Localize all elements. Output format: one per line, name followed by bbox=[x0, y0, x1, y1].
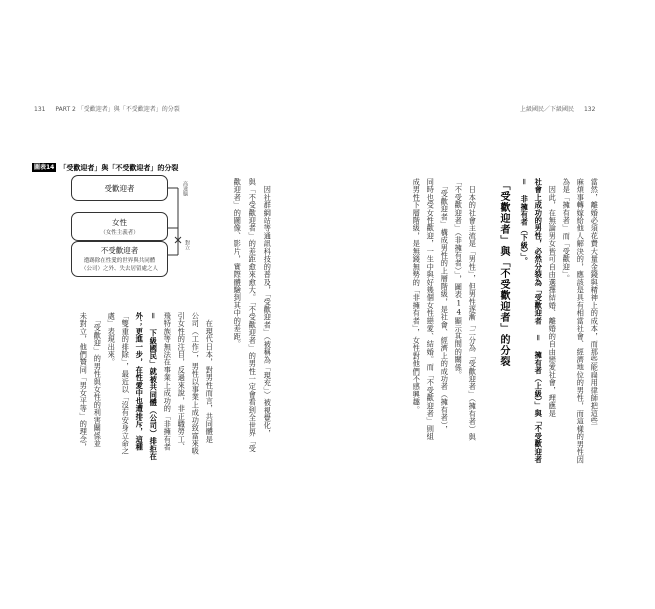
figure-side-label-bottom: 對立 bbox=[184, 240, 190, 250]
right-running-title: 上級國民／下級國民 bbox=[520, 106, 575, 113]
body-column: 「受歡迎者」構成男性的上層階級，是社會、經濟上的成功者（擁有者）， bbox=[440, 178, 450, 434]
body-column: 未對立，他們贊同「男女平等」的理念， bbox=[79, 312, 89, 451]
figure-side-label-top: 高達腦 bbox=[182, 181, 188, 196]
left-page-number: 131 bbox=[34, 106, 46, 113]
popular-label: 受歡迎者 bbox=[104, 184, 135, 193]
body-column: 日本的社會主流是「男性」，但男性逐漸「二分為「受歡迎者」（擁有者）與 bbox=[468, 178, 478, 441]
body-column: 處」表現出來。 bbox=[107, 312, 117, 367]
figure-title-text: 「受歡迎者」與「不受歡迎者」的分裂 bbox=[59, 163, 179, 172]
body-column: 成男性下層階級，是無錢無勢的「非擁有者」，女性對他們不感興趣。 bbox=[412, 178, 422, 414]
section-heading: 「受歡迎者」與「不受歡迎者」的分裂 bbox=[498, 180, 509, 367]
body-column: 「雙重的排除」，最近以「沒有安身立命之 bbox=[121, 312, 131, 456]
body-column-bold: ＝ 非擁有者（下級）」。 bbox=[520, 178, 530, 266]
unpopular-sublabel-1: 遭踢除在性愛的世界與共同體 bbox=[83, 258, 156, 264]
body-column: 為是「擁有者」而「受歡迎」。 bbox=[562, 178, 572, 283]
body-column: 當然，離婚必須花費大量金錢與精神上的成本，而那些能扁用律師把這些 bbox=[590, 178, 600, 426]
body-column: 在現代日本，對男性而言，共同體是 bbox=[205, 312, 215, 444]
body-column-bold: 外；更進一步，在性愛中也遭排斥，這種 bbox=[135, 312, 145, 451]
left-running-title: PART 2 「受歡迎者」與「不受歡迎者」的分裂 bbox=[55, 106, 180, 113]
body-column: 飛特族等無法在事業上成功的「非擁有者 bbox=[163, 312, 173, 451]
body-column: 與「不受歡迎者」的差距愈來愈大。「不受歡迎者」的男性一定會看到全世界「受 bbox=[248, 178, 258, 453]
body-column: 公司（工作），男性以事業上成功致富來吸 bbox=[191, 312, 201, 456]
women-box bbox=[71, 212, 168, 241]
body-column: 引女性的注目，反過來說，非正職勞工、 bbox=[177, 312, 187, 451]
body-column: 麻煩事轉嫁給他人解決的，應該是具有相當社會、經濟地位的男性，而這樣的男性因 bbox=[576, 178, 586, 464]
body-column: 「不受歡迎者」（非擁有者）」，圖表14顯示其間的關係。 bbox=[454, 178, 464, 379]
body-column: 因此，在無論男女皆可自由選擇結婚、離婚的自由戀愛社會，理應是 bbox=[548, 178, 558, 418]
body-column: 因社群網站等通訊科技的普及，「受歡迎者」（被稱為「現充」）被視覺化， bbox=[263, 178, 273, 438]
body-column: 「受歡迎」的男性與女性的利害關係並 bbox=[93, 312, 103, 448]
women-sublabel: （女性主義者） bbox=[100, 230, 139, 236]
women-label: 女性 bbox=[112, 218, 127, 227]
body-column-bold: ＝ 下級國民」就被共同體（公司）排拒在 bbox=[149, 312, 159, 461]
unpopular-sublabel-2: （公司）之外、失去居留處之人 bbox=[80, 266, 158, 272]
popular-box bbox=[71, 175, 168, 201]
body-column: 歡迎者」的圖像、影片，實際體驗到其中的差距。 bbox=[233, 178, 243, 348]
figure-tag: 圖表14 bbox=[34, 164, 55, 171]
body-column: 同時也受女性歡迎，一生中與好幾個女性戀愛、結婚。而「不受歡迎者」則組 bbox=[426, 178, 436, 441]
right-page-number: 132 bbox=[583, 106, 596, 113]
unpopular-label: 不受歡迎者 bbox=[100, 246, 139, 255]
body-column-bold: 社會上成功的男性，必然分裂為「受歡迎者 ＝ 擁有者（上級）」與「不受歡迎者 bbox=[534, 178, 544, 464]
unpopular-box bbox=[71, 241, 168, 277]
